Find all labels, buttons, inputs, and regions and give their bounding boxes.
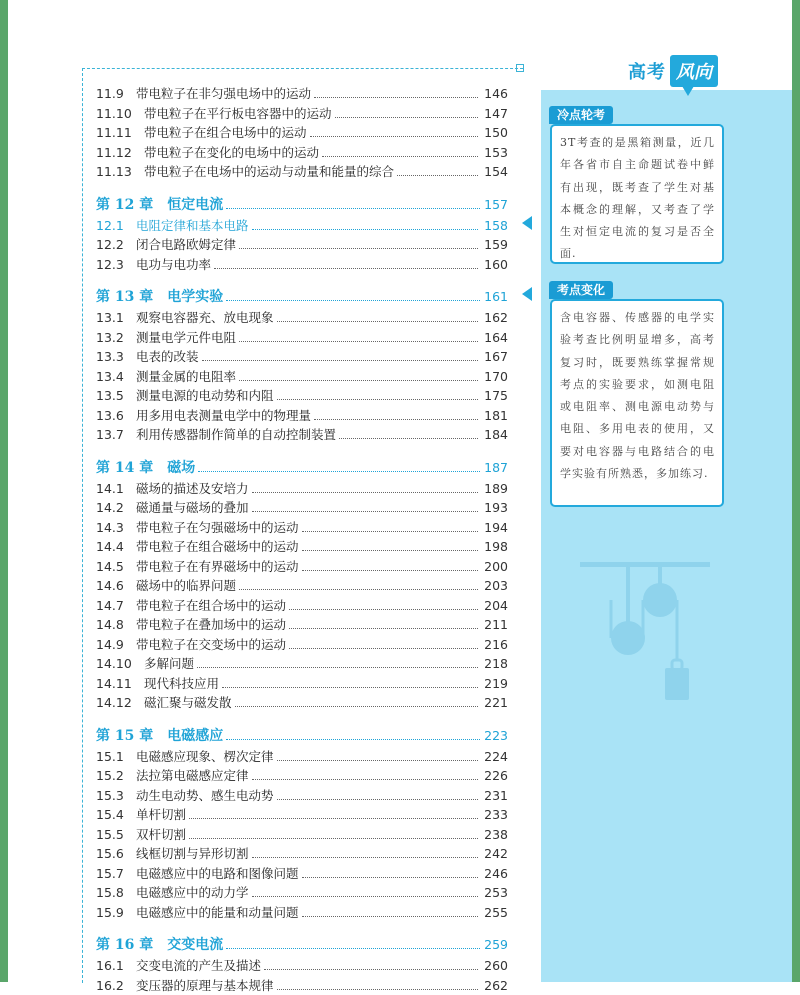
entry-title: 带电粒子在组合电场中的运动 xyxy=(144,123,307,141)
entry-number: 15.2 xyxy=(96,768,136,783)
entry-page: 219 xyxy=(482,676,508,691)
chapter-number: 第 13 章 xyxy=(96,286,153,306)
entry-number: 12.3 xyxy=(96,257,136,272)
entry-number: 15.3 xyxy=(96,788,136,803)
dot-leader xyxy=(235,706,478,707)
dot-leader xyxy=(302,570,478,571)
entry-title: 带电粒子在组合场中的运动 xyxy=(136,596,286,614)
dot-leader xyxy=(239,248,478,249)
dot-leader xyxy=(189,838,478,839)
entry-title: 带电粒子在匀强磁场中的运动 xyxy=(136,518,299,536)
entry-title: 现代科技应用 xyxy=(144,674,219,692)
toc-entry[interactable] xyxy=(96,883,508,903)
entry-page: 146 xyxy=(482,86,508,101)
entry-page: 181 xyxy=(482,408,508,423)
entry-number: 16.2 xyxy=(96,978,136,993)
dot-leader xyxy=(252,857,478,858)
toc-entry[interactable] xyxy=(96,367,508,387)
toc-entry[interactable] xyxy=(96,104,508,124)
entry-title: 带电粒子在交变场中的运动 xyxy=(136,635,286,653)
brand-text: 高考 xyxy=(628,58,666,84)
toc-entry[interactable] xyxy=(96,674,508,694)
dot-leader xyxy=(335,117,478,118)
dot-leader xyxy=(314,97,478,98)
dot-leader xyxy=(302,550,478,551)
chapter-page: 259 xyxy=(484,937,508,952)
dot-leader xyxy=(277,989,478,990)
chapter-title: 交变电流 xyxy=(167,934,223,954)
entry-number: 13.5 xyxy=(96,388,136,403)
entry-number: 12.1 xyxy=(96,218,136,233)
dot-leader xyxy=(252,896,478,897)
toc-entry[interactable] xyxy=(96,635,508,655)
right-page-edge xyxy=(792,0,800,982)
dot-leader xyxy=(289,628,478,629)
entry-page: 203 xyxy=(482,578,508,593)
toc-entry[interactable] xyxy=(96,956,508,976)
dot-leader xyxy=(226,208,480,209)
entry-page: 167 xyxy=(482,349,508,364)
toc-entry[interactable] xyxy=(96,903,508,923)
entry-title: 带电粒子在平行板电容器中的运动 xyxy=(144,104,332,122)
toc-entry[interactable] xyxy=(96,693,508,713)
entry-title: 磁汇聚与磁发散 xyxy=(144,693,232,711)
toc-entry[interactable] xyxy=(96,747,508,767)
pulley-illustration-icon xyxy=(580,560,730,710)
dot-leader xyxy=(252,492,478,493)
entry-title: 带电粒子在非匀强电场中的运动 xyxy=(136,84,311,102)
dot-leader xyxy=(289,609,478,610)
toc-entry[interactable] xyxy=(96,123,508,143)
table-of-contents xyxy=(96,84,508,995)
dot-leader xyxy=(289,648,478,649)
toc-entry[interactable] xyxy=(96,347,508,367)
entry-number: 13.2 xyxy=(96,330,136,345)
toc-entry[interactable] xyxy=(96,216,508,236)
chapter-page: 157 xyxy=(484,197,508,212)
entry-page: 193 xyxy=(482,500,508,515)
entry-number: 13.4 xyxy=(96,369,136,384)
entry-number: 14.2 xyxy=(96,500,136,515)
entry-page: 159 xyxy=(482,237,508,252)
entry-number: 14.9 xyxy=(96,637,136,652)
chapter-page: 161 xyxy=(484,289,508,304)
entry-page: 224 xyxy=(482,749,508,764)
entry-number: 15.6 xyxy=(96,846,136,861)
dot-leader xyxy=(277,760,478,761)
entry-title: 测量电学元件电阻 xyxy=(136,328,236,346)
entry-number: 15.1 xyxy=(96,749,136,764)
dot-leader xyxy=(322,156,478,157)
dot-leader xyxy=(222,687,478,688)
entry-number: 14.11 xyxy=(96,676,144,691)
entry-title: 测量金属的电阻率 xyxy=(136,367,236,385)
entry-page: 246 xyxy=(482,866,508,881)
dot-leader xyxy=(226,300,480,301)
entry-page: 260 xyxy=(482,958,508,973)
chapter-heading[interactable] xyxy=(96,725,508,747)
toc-entry[interactable] xyxy=(96,406,508,426)
entry-title: 多解问题 xyxy=(144,654,194,672)
entry-number: 14.8 xyxy=(96,617,136,632)
dot-leader xyxy=(226,739,480,740)
toc-entry[interactable] xyxy=(96,615,508,635)
toc-entry[interactable] xyxy=(96,518,508,538)
entry-title: 带电粒子在有界磁场中的运动 xyxy=(136,557,299,575)
entry-page: 160 xyxy=(482,257,508,272)
toc-entry[interactable] xyxy=(96,844,508,864)
entry-page: 175 xyxy=(482,388,508,403)
entry-title: 变压器的原理与基本规律 xyxy=(136,976,274,994)
entry-title: 电磁感应中的动力学 xyxy=(136,883,249,901)
entry-title: 带电粒子在变化的电场中的运动 xyxy=(144,143,319,161)
toc-entry[interactable] xyxy=(96,84,508,104)
entry-page: 262 xyxy=(482,978,508,993)
toc-entry[interactable] xyxy=(96,537,508,557)
dot-leader xyxy=(252,779,478,780)
entry-number: 14.6 xyxy=(96,578,136,593)
entry-title: 带电粒子在电场中的运动与动量和能量的综合 xyxy=(144,162,394,180)
dot-leader xyxy=(189,818,478,819)
chapter-heading[interactable] xyxy=(96,934,508,956)
entry-number: 11.9 xyxy=(96,86,136,101)
toc-entry[interactable] xyxy=(96,255,508,275)
chapter-number: 第 16 章 xyxy=(96,934,153,954)
toc-entry[interactable] xyxy=(96,576,508,596)
dot-leader xyxy=(252,511,478,512)
entry-number: 11.11 xyxy=(96,125,144,140)
entry-number: 13.7 xyxy=(96,427,136,442)
entry-number: 15.5 xyxy=(96,827,136,842)
entry-number: 12.2 xyxy=(96,237,136,252)
entry-page: 255 xyxy=(482,905,508,920)
entry-page: 170 xyxy=(482,369,508,384)
dot-leader xyxy=(310,136,478,137)
toc-entry[interactable] xyxy=(96,328,508,348)
chapter-heading[interactable] xyxy=(96,286,508,308)
dot-leader xyxy=(239,341,478,342)
entry-title: 电阻定律和基本电路 xyxy=(136,216,249,234)
brand-badge: 风向 xyxy=(670,55,718,87)
entry-page: 226 xyxy=(482,768,508,783)
entry-page: 204 xyxy=(482,598,508,613)
entry-title: 磁通量与磁场的叠加 xyxy=(136,498,249,516)
entry-number: 15.8 xyxy=(96,885,136,900)
pointer-arrow-icon xyxy=(522,216,532,230)
toc-entry[interactable] xyxy=(96,498,508,518)
entry-page: 158 xyxy=(482,218,508,233)
entry-title: 带电粒子在叠加场中的运动 xyxy=(136,615,286,633)
entry-title: 利用传感器制作简单的自动控制装置 xyxy=(136,425,336,443)
entry-page: 211 xyxy=(482,617,508,632)
toc-entry[interactable] xyxy=(96,654,508,674)
entry-number: 14.7 xyxy=(96,598,136,613)
entry-number: 15.7 xyxy=(96,866,136,881)
entry-title: 交变电流的产生及描述 xyxy=(136,956,261,974)
entry-page: 162 xyxy=(482,310,508,325)
toc-entry[interactable] xyxy=(96,805,508,825)
dot-leader xyxy=(197,667,478,668)
entry-title: 观察电容器充、放电现象 xyxy=(136,308,274,326)
entry-number: 14.12 xyxy=(96,695,144,710)
chapter-title: 恒定电流 xyxy=(167,194,223,214)
entry-number: 11.12 xyxy=(96,145,144,160)
toc-entry[interactable] xyxy=(96,976,508,995)
entry-title: 磁场的描述及安培力 xyxy=(136,479,249,497)
entry-title: 线框切割与异形切割 xyxy=(136,844,249,862)
entry-title: 磁场中的临界问题 xyxy=(136,576,236,594)
note-tag-cold: 冷点轮考 xyxy=(549,106,613,124)
entry-page: 238 xyxy=(482,827,508,842)
toc-entry[interactable] xyxy=(96,864,508,884)
entry-page: 233 xyxy=(482,807,508,822)
note-topic-change xyxy=(550,299,724,507)
entry-title: 单杆切割 xyxy=(136,805,186,823)
entry-title: 动生电动势、感生电动势 xyxy=(136,786,274,804)
entry-page: 147 xyxy=(482,106,508,121)
entry-page: 200 xyxy=(482,559,508,574)
entry-number: 13.1 xyxy=(96,310,136,325)
toc-entry[interactable] xyxy=(96,766,508,786)
entry-number: 14.5 xyxy=(96,559,136,574)
dot-leader xyxy=(226,948,480,949)
entry-number: 13.3 xyxy=(96,349,136,364)
brand-logo xyxy=(628,54,718,88)
entry-number: 11.13 xyxy=(96,164,144,179)
dot-leader xyxy=(277,399,478,400)
entry-title: 电功与电功率 xyxy=(136,255,211,273)
entry-title: 电磁感应中的能量和动量问题 xyxy=(136,903,299,921)
dot-leader xyxy=(277,799,478,800)
entry-page: 154 xyxy=(482,164,508,179)
dot-leader xyxy=(277,321,478,322)
chapter-title: 电磁感应 xyxy=(167,725,223,745)
entry-page: 253 xyxy=(482,885,508,900)
entry-title: 闭合电路欧姆定律 xyxy=(136,235,236,253)
entry-title: 双杆切割 xyxy=(136,825,186,843)
entry-number: 16.1 xyxy=(96,958,136,973)
dot-leader xyxy=(302,916,478,917)
entry-page: 221 xyxy=(482,695,508,710)
entry-number: 11.10 xyxy=(96,106,144,121)
entry-title: 法拉第电磁感应定律 xyxy=(136,766,249,784)
entry-title: 带电粒子在组合磁场中的运动 xyxy=(136,537,299,555)
pointer-arrow-icon xyxy=(522,287,532,301)
dot-leader xyxy=(339,438,478,439)
dot-leader xyxy=(214,268,478,269)
dot-leader xyxy=(264,969,478,970)
entry-title: 电表的改装 xyxy=(136,347,199,365)
entry-number: 13.6 xyxy=(96,408,136,423)
entry-number: 15.9 xyxy=(96,905,136,920)
entry-number: 14.4 xyxy=(96,539,136,554)
entry-title: 测量电源的电动势和内阻 xyxy=(136,386,274,404)
toc-entry[interactable] xyxy=(96,825,508,845)
entry-title: 用多用电表测量电学中的物理量 xyxy=(136,406,311,424)
entry-number: 14.10 xyxy=(96,656,144,671)
entry-number: 14.1 xyxy=(96,481,136,496)
note-tag-change: 考点变化 xyxy=(549,281,613,299)
entry-page: 164 xyxy=(482,330,508,345)
toc-entry[interactable] xyxy=(96,143,508,163)
entry-page: 231 xyxy=(482,788,508,803)
entry-number: 14.3 xyxy=(96,520,136,535)
dot-leader xyxy=(198,471,480,472)
dot-leader xyxy=(302,877,478,878)
chapter-number: 第 12 章 xyxy=(96,194,153,214)
entry-page: 153 xyxy=(482,145,508,160)
entry-title: 电磁感应中的电路和图像问题 xyxy=(136,864,299,882)
chapter-title: 磁场 xyxy=(167,457,195,477)
dot-leader xyxy=(202,360,478,361)
dot-leader xyxy=(302,531,478,532)
entry-page: 218 xyxy=(482,656,508,671)
chapter-number: 第 14 章 xyxy=(96,457,153,477)
toc-entry[interactable] xyxy=(96,557,508,577)
left-page-edge xyxy=(0,0,8,982)
entry-page: 194 xyxy=(482,520,508,535)
toc-entry[interactable] xyxy=(96,425,508,445)
chapter-title: 电学实验 xyxy=(167,286,223,306)
toc-entry[interactable] xyxy=(96,596,508,616)
toc-entry[interactable] xyxy=(96,162,508,182)
chapter-page: 187 xyxy=(484,460,508,475)
entry-page: 198 xyxy=(482,539,508,554)
dot-leader xyxy=(239,589,478,590)
dot-leader xyxy=(239,380,478,381)
entry-page: 189 xyxy=(482,481,508,496)
toc-entry[interactable] xyxy=(96,235,508,255)
frame-corner xyxy=(516,64,524,72)
note-text: 含电容器、传感器的电学实验考查比例明显增多，高考复习时，既要熟练掌握常规考点的实验要求，如测电阻或电阻率、测电源电动势与电阻、多用电表的使用，又要对电容器与电路结合的电学实验有所熟悉，多加练习. xyxy=(560,307,715,485)
chapter-heading[interactable] xyxy=(96,457,508,479)
entry-title: 电磁感应现象、楞次定律 xyxy=(136,747,274,765)
entry-page: 184 xyxy=(482,427,508,442)
entry-page: 216 xyxy=(482,637,508,652)
entry-number: 15.4 xyxy=(96,807,136,822)
dot-leader xyxy=(397,175,478,176)
note-cold-topic xyxy=(550,124,724,264)
note-text: 3T考查的是黑箱测量，近几年各省市自主命题试卷中鲜有出现，既考查了学生对基本概念的理解，又考查了学生对恒定电流的复习是否全面. xyxy=(560,132,715,266)
toc-entry[interactable] xyxy=(96,786,508,806)
chapter-number: 第 15 章 xyxy=(96,725,153,745)
chapter-page: 223 xyxy=(484,728,508,743)
toc-entry[interactable] xyxy=(96,479,508,499)
toc-entry[interactable] xyxy=(96,386,508,406)
entry-page: 242 xyxy=(482,846,508,861)
entry-page: 150 xyxy=(482,125,508,140)
toc-entry[interactable] xyxy=(96,308,508,328)
dot-leader xyxy=(252,229,478,230)
dot-leader xyxy=(314,419,478,420)
chapter-heading[interactable] xyxy=(96,194,508,216)
